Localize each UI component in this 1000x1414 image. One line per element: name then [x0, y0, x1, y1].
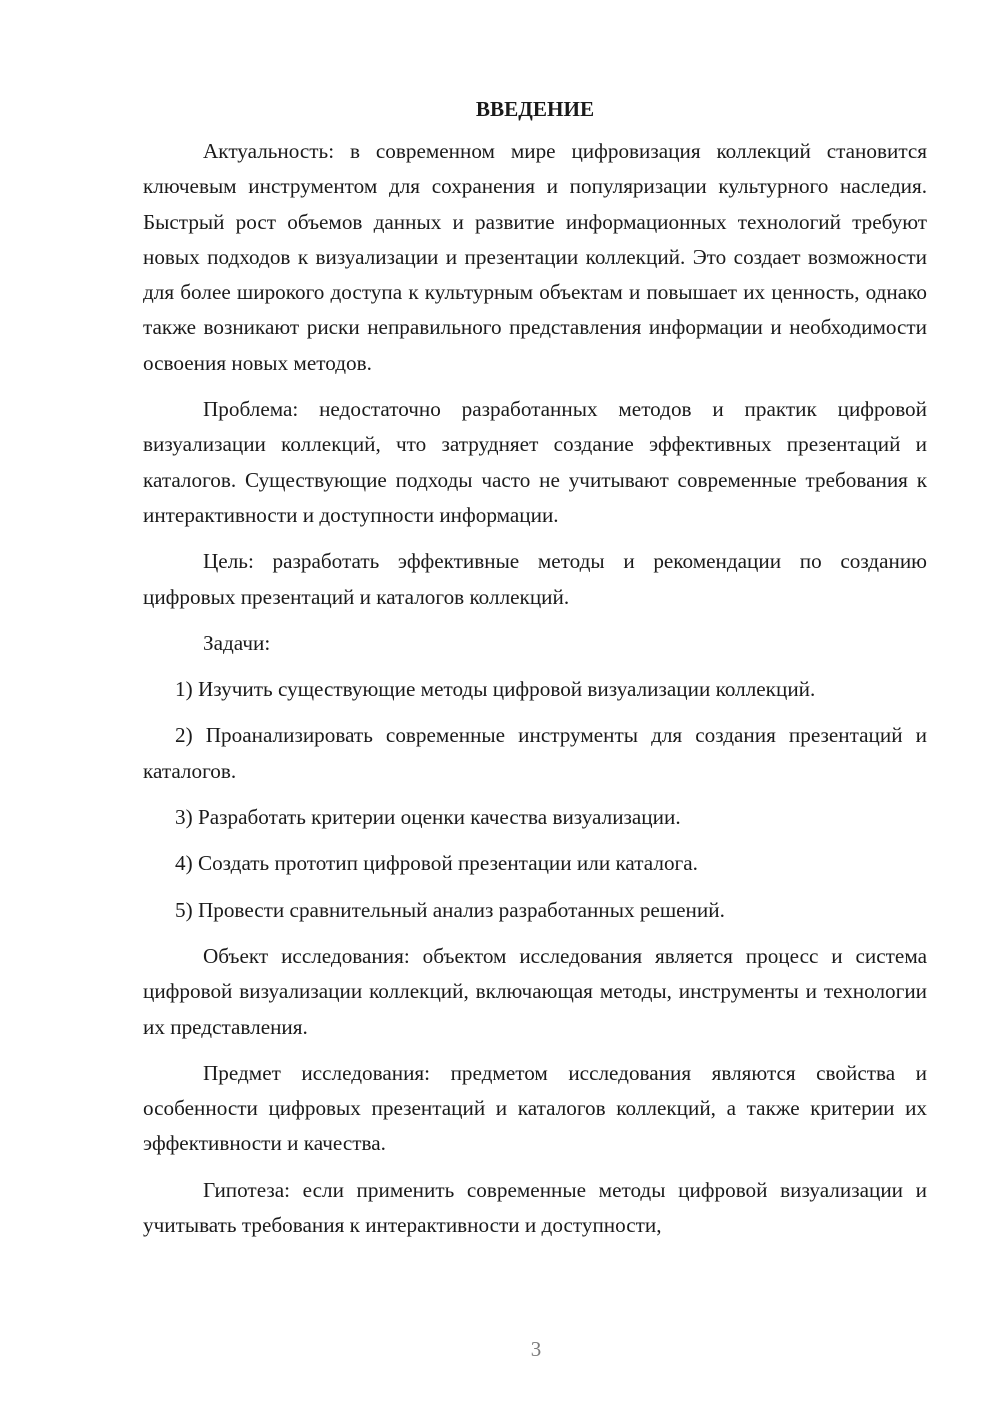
problem-paragraph: Проблема: недостаточно разработанных методов и практик цифровой визуализации коллекций, что затрудняет создание эффективных презентаций и каталогов. Существующие подходы часто не учитывают современные требования к интерактивности и доступности информации. — [143, 397, 927, 527]
task-item: 5) Провести сравнительный анализ разработанных решений. — [175, 897, 725, 922]
hypothesis-paragraph: Гипотеза: если применить современные методы цифровой визуализации и учитывать требования к интерактивности и доступности, — [143, 1177, 927, 1238]
goal-paragraph: Цель: разработать эффективные методы и рекомендации по созданию цифровых презентаций и каталогов коллекций. — [143, 549, 927, 609]
object-paragraph: Объект исследования: объектом исследования является процесс и система цифровой визуализации коллекций, включающая методы, инструменты и технологии их представления. — [143, 943, 927, 1039]
page-number: 3 — [530, 1337, 542, 1361]
task-item: 1) Изучить существующие методы цифровой визуализации коллекций. — [175, 677, 816, 702]
section-heading: ВВЕДЕНИЕ — [475, 97, 595, 121]
relevance-paragraph: Актуальность: в современном мире цифровизация коллекций становится ключевым инструментом для сохранения и популяризации культурного наследия. Быстрый рост объемов данных и развитие информационных технологий требуют новых подходов к визуализации и презентации коллекций. Это создает возможности для более широкого доступа к культурным объектам и повышает их ценность, однако также возникают риски неправильного представления информации и необходимости освоения новых методов. — [143, 139, 927, 375]
tasks-label: Задачи: — [203, 630, 271, 655]
task-item: 4) Создать прототип цифровой презентации или каталога. — [175, 851, 698, 876]
page-content — [143, 92, 927, 1254]
task-item: 2) Проанализировать современные инструменты для создания презентаций и каталогов. — [143, 723, 927, 783]
task-item: 3) Разработать критерии оценки качества визуализации. — [175, 805, 681, 830]
subject-paragraph: Предмет исследования: предметом исследования являются свойства и особенности цифровых презентаций и каталогов коллекций, а также критерии их эффективности и качества. — [143, 1060, 927, 1156]
